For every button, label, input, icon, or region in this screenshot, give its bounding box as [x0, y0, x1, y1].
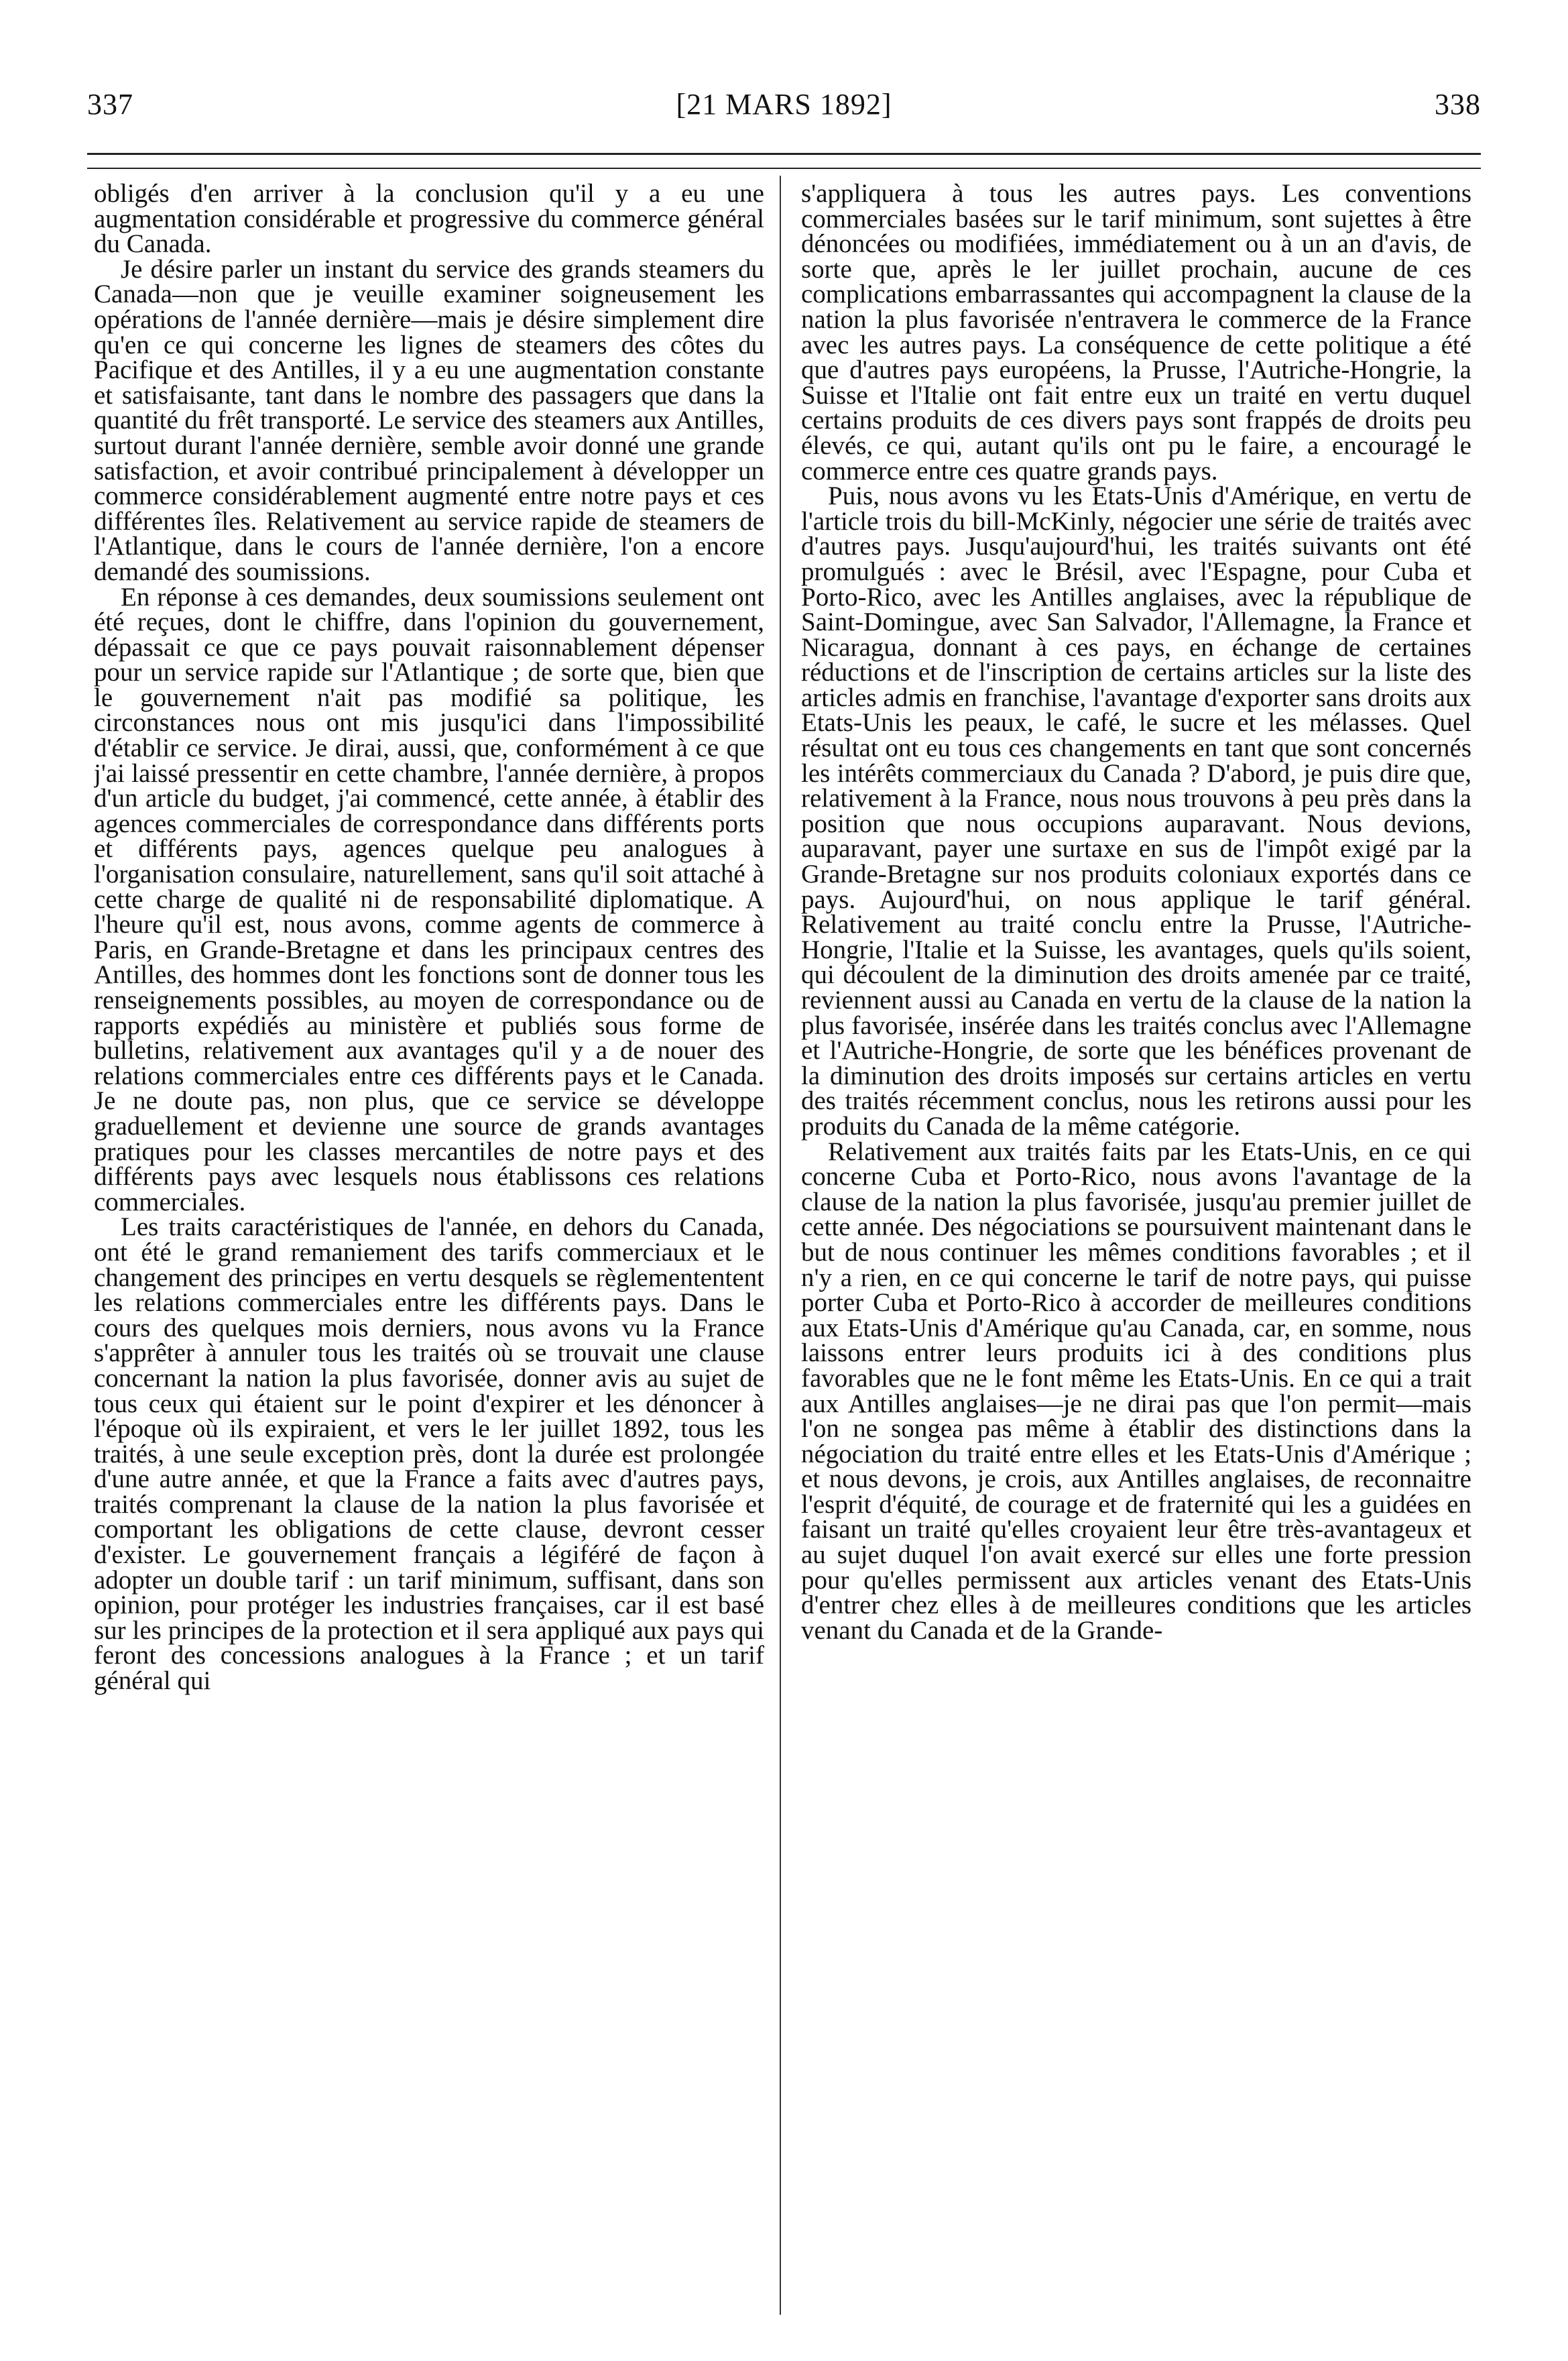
paragraph: obligés d'en arriver à la conclusion qu'il y a eu une augmentation considérable et progressive du commerce général du Canada. [94, 181, 764, 259]
left-column [94, 181, 764, 2313]
running-header [87, 87, 1481, 134]
paragraph: En réponse à ces demandes, deux soumissions seulement ont été reçues, dont le chiffre, dans l'opinion du gouvernement, dépassait ce que ce pays pouvait raisonnablement dépenser pour un service rapide sur l'Atlantique ; de sorte que, bien que le gouvernement n'ait pas modifié sa politique, les circonstances nous ont mis jusqu'ici dans l'impossibilité d'établir ce service. Je dirai, aussi, que, conformément à ce que j'ai laissé pressentir en cette chambre, l'année dernière, à propos d'un article du budget, j'ai commencé, cette année, à établir des agences commerciales de correspondance dans différents ports et différents pays, agences quelque peu analogues à l'organisation consulaire, naturellement, sans qu'il soit attaché à cette charge de qualité ni de responsabilité diplomatique. A l'heure qu'il est, nous avons, comme agents de commerce à Paris, en Grande-Bretagne et dans les principaux centres des Antilles, des hommes dont les fonctions sont de donner tous les renseignements possibles, au moyen de correspondance ou de rapports expédiés au ministère et publiés sous forme de bulletins, relativement aux avantages qu'il y a de nouer des relations commerciales entre ces différents pays et le Canada. Je ne doute pas, non plus, que ce service se développe graduellement et devienne une source de grands avantages pratiques pour les classes mercantiles de notre pays et des différents pays avec lesquels nous établissons ces relations commerciales. [94, 582, 764, 1216]
header-rule-top [87, 153, 1481, 155]
paragraph: Puis, nous avons vu les Etats-Unis d'Amérique, en vertu de l'article trois du bill-McKinly, négocier une série de traités avec d'autres pays. Jusqu'aujourd'hui, les traités suivants ont été promulgués : avec le Brésil, avec l'Espagne, pour Cuba et Porto-Rico, avec les Antilles anglaises, avec la république de Saint-Domingue, avec San Salvador, l'Allemagne, la France et Nicaragua, donnant à ces pays, en échange de certaines réductions et de l'inscription de certains articles sur la liste des articles admis en franchise, l'avantage d'exporter sans droits aux Etats-Unis les peaux, le café, le sucre et les mélasses. Quel résultat ont eu tous ces changements en tant que sont concernés les intérêts commerciaux du Canada ? D'abord, je puis dire que, relativement à la France, nous nous trouvons à peu près dans la position que nous occupions auparavant. Nous devions, auparavant, payer une surtaxe en sus de l'impôt exigé par la Grande-Bretagne sur nos produits coloniaux exportés dans ce pays. Aujourd'hui, on nous applique le tarif général. Relativement au traité conclu entre la Prusse, l'Autriche-Hongrie, l'Italie et la Suisse, les avantages, quels qu'ils soient, qui découlent de la diminution des droits amenée par ce traité, reviennent aussi au Canada en vertu de la clause de la nation la plus favorisée, insérée dans les traités conclus avec l'Allemagne et l'Autriche-Hongrie, de sorte que les bénéfices provenant de la diminution des droits imposés sur certains articles en vertu des traités récemment conclus, nous les retirons aussi pour les produits du Canada de la même catégorie. [801, 481, 1471, 1141]
column-divider [780, 176, 781, 2315]
header-rule-bottom [87, 168, 1481, 169]
right-column [801, 181, 1471, 2313]
page-number-left: 337 [87, 88, 133, 121]
paragraph: Les traits caractéristiques de l'année, en dehors du Canada, ont été le grand remaniement des tarifs commerciaux et le changement des principes en vertu desquels se règlemententent les relations commerciales entre les différents pays. Dans le cours des quelques mois derniers, nous avons vu la France s'apprêter à annuler tous les traités où se trouvait une clause concernant la nation la plus favorisée, donner avis au sujet de tous ceux qui étaient sur le point d'expirer et les dénoncer à l'époque où ils expiraient, et vers le ler juillet 1892, tous les traités, à une seule exception près, dont la durée est prolongée d'une autre année, et que la France a faits avec d'autres pays, traités comprenant la clause de la nation la plus favorisée et comportant les obligations de cette clause, devront cesser d'exister. Le gouvernement français a légiféré de façon à adopter un double tarif : un tarif minimum, suffisant, dans son opinion, pour protéger les industries françaises, car il est basé sur les principes de la protection et il sera appliqué aux pays qui feront des concessions analogues à la France ; et un tarif général qui [94, 1212, 764, 1696]
paragraph: Relativement aux traités faits par les Etats-Unis, en ce qui concerne Cuba et Porto-Rico, nous avons l'avantage de la clause de la nation la plus favorisée, jusqu'au premier juillet de cette année. Des négociations se poursuivent maintenant dans le but de nous continuer les mêmes conditions favorables ; et il n'y a rien, en ce qui concerne le tarif de notre pays, qui puisse porter Cuba et Porto-Rico à accorder de meilleures conditions aux Etats-Unis d'Amérique qu'au Canada, car, en somme, nous laissons entrer leurs produits ici à des conditions plus favorables que ne le font même les Etats-Unis. En ce qui a trait aux Antilles anglaises—je ne dirai pas que l'on permit—mais l'on ne songea pas même à établir des distinctions dans la négociation du traité entre elles et les Etats-Unis d'Amérique ; et nous devons, je crois, aux Antilles anglaises, de reconnaitre l'esprit d'équité, de courage et de fraternité qui les a guidées en faisant un traité qu'elles croyaient leur être très-avantageux et au sujet duquel l'on avait exercé sur elles une forte pression pour qu'elles permissent aux articles venant des Etats-Unis d'entrer chez elles à de meilleures conditions que les articles venant du Canada et de la Grande- [801, 1137, 1471, 1645]
session-date: [21 MARS 1892] [676, 88, 892, 121]
paragraph: s'appliquera à tous les autres pays. Les conventions commerciales basées sur le tarif minimum, sont sujettes à être dénoncées ou modifiées, immédiatement ou à un an d'avis, de sorte que, après le ler juillet prochain, aucune de ces complications embarrassantes qui accompagnent la clause de la nation la plus favorisée n'entravera le commerce de la France avec les autres pays. La conséquence de cette politique a été que d'autres pays européens, la Prusse, l'Autriche-Hongrie, la Suisse et l'Italie ont fait entre eux un traité en vertu duquel certains produits de ces divers pays sont frappés de droits peu élevés, ce qui, autant qu'ils ont pu le faire, a encouragé le commerce entre ces quatre grands pays. [801, 181, 1471, 485]
page-number-right: 338 [1435, 88, 1481, 121]
paragraph: Je désire parler un instant du service des grands steamers du Canada—non que je veuille examiner soigneusement les opérations de l'année dernière—mais je désire simplement dire qu'en ce qui concerne les lignes de steamers des côtes du Pacifique et des Antilles, il y a eu une augmentation constante et satisfaisante, tant dans le nombre des passagers que dans la quantité du frêt transporté. Le service des steamers aux Antilles, surtout durant l'année dernière, semble avoir donné une grande satisfaction, et avoir contribué principalement à développer un commerce considérablement augmenté entre notre pays et ces différentes îles. Relativement au service rapide de steamers de l'Atlantique, dans le cours de l'année dernière, l'on a encore demandé des soumissions. [94, 254, 764, 586]
